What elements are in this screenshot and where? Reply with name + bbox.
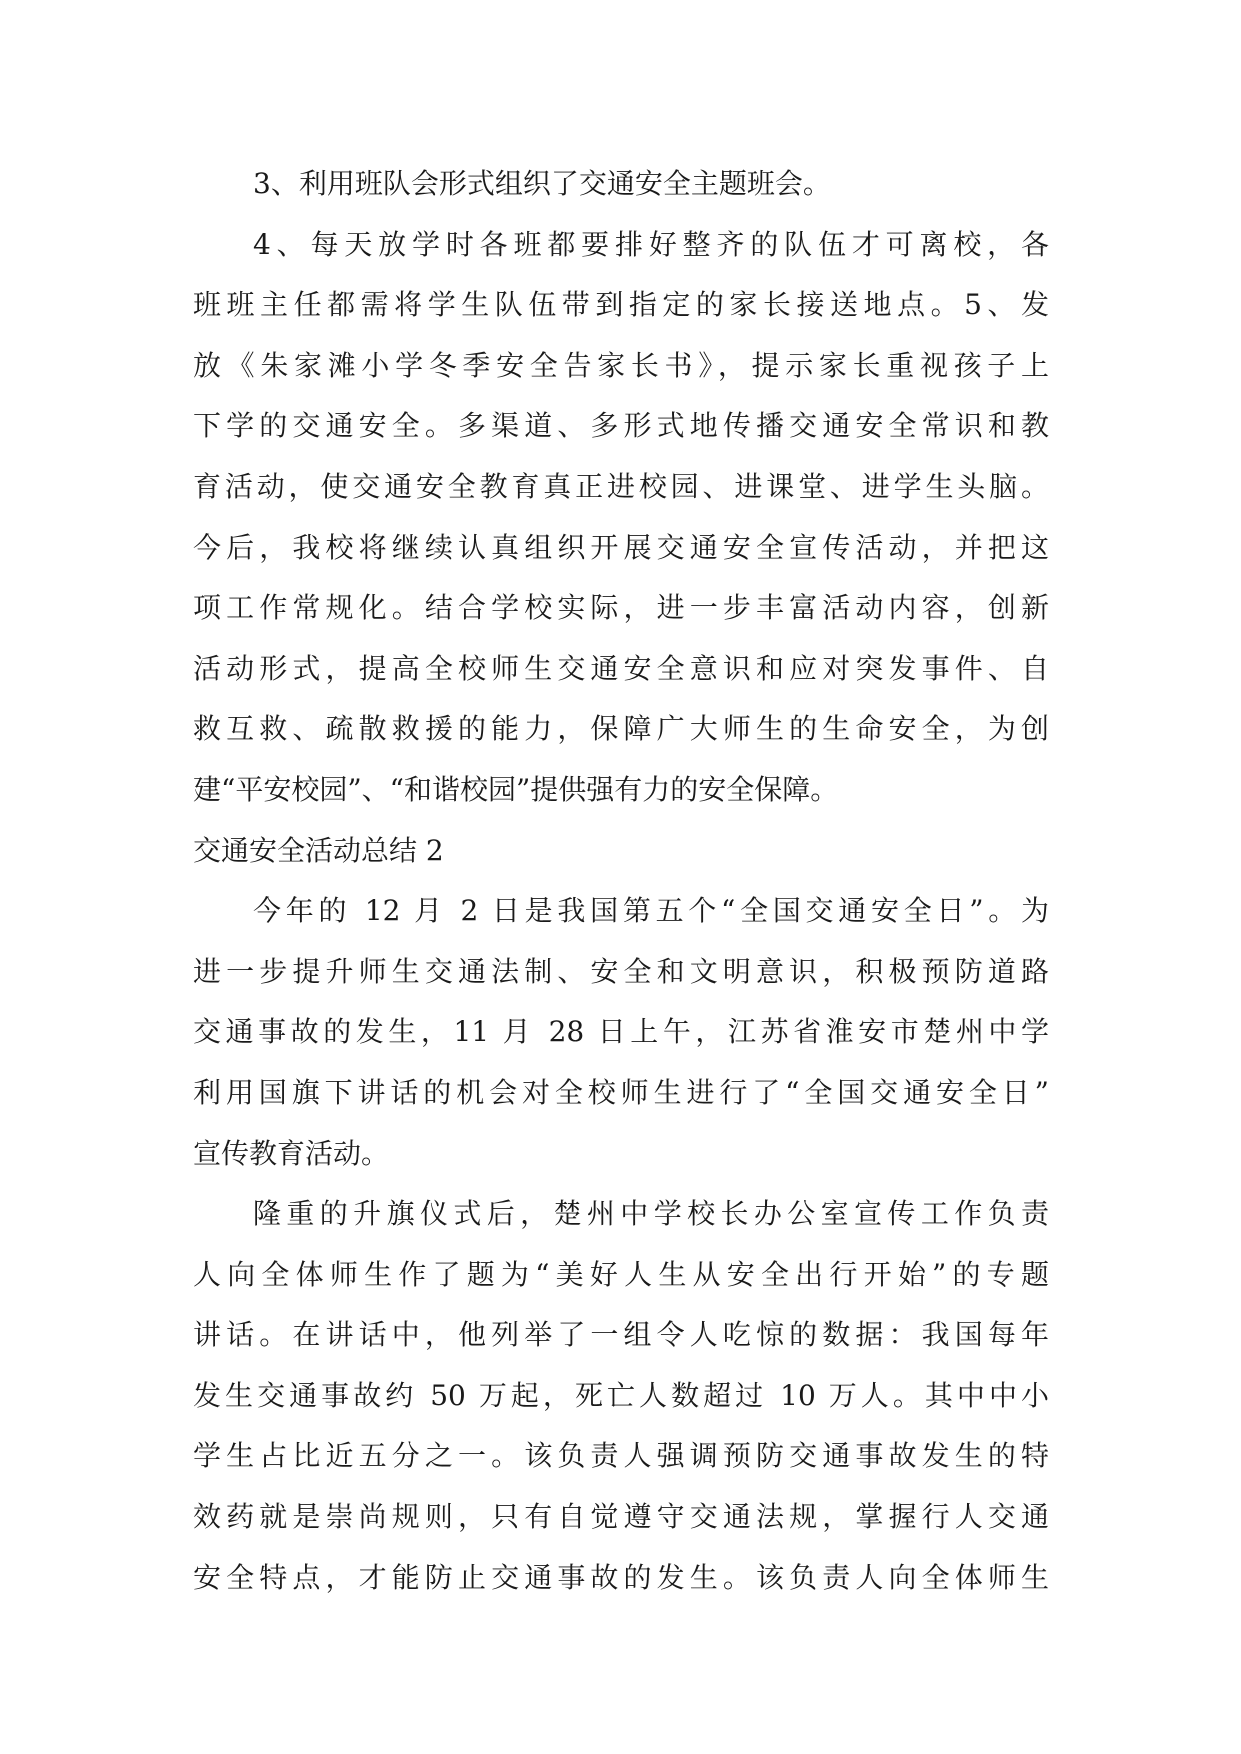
paragraph-line: 交通事故的发生，11 月 28 日上午，江苏省淮安市楚州中学	[193, 1015, 1049, 1049]
paragraph-line: 下学的交通安全。多渠道、多形式地传播交通安全常识和教	[193, 409, 1049, 443]
paragraph-line: 班班主任都需将学生队伍带到指定的家长接送地点。5、发	[193, 288, 1049, 322]
paragraph-line: 4、每天放学时各班都要排好整齐的队伍才可离校，各	[253, 227, 1049, 261]
paragraph-line: 今年的 12 月 2 日是我国第五个“全国交通安全日”。为	[253, 894, 1049, 928]
paragraph-line: 安全特点，才能防止交通事故的发生。该负责人向全体师生	[193, 1560, 1049, 1594]
paragraph-line: 发生交通事故约 50 万起，死亡人数超过 10 万人。其中中小	[193, 1378, 1049, 1412]
paragraph-line: 3、利用班队会形式组织了交通安全主题班会。	[253, 167, 831, 200]
paragraph-line: 隆重的升旗仪式后，楚州中学校长办公室宣传工作负责	[253, 1197, 1049, 1231]
paragraph-line: 宣传教育活动。	[193, 1136, 390, 1170]
paragraph-line: 建“平安校园”、“和谐校园”提供强有力的安全保障。	[193, 772, 839, 806]
paragraph-line: 育活动，使交通安全教育真正进校园、进课堂、进学生头脑。	[193, 469, 1049, 503]
paragraph-line: 人向全体师生作了题为“美好人生从安全出行开始”的专题	[193, 1257, 1049, 1291]
paragraph-line: 今后，我校将继续认真组织开展交通安全宣传活动，并把这	[193, 530, 1049, 564]
paragraph-line: 学生占比近五分之一。该负责人强调预防交通事故发生的特	[193, 1439, 1049, 1473]
paragraph-line: 救互救、疏散救援的能力，保障广大师生的生命安全，为创	[193, 712, 1049, 746]
section-heading: 交通安全活动总结 2	[193, 833, 444, 867]
document-body	[193, 154, 1049, 1608]
paragraph-line: 利用国旗下讲话的机会对全校师生进行了“全国交通安全日”	[193, 1075, 1049, 1109]
paragraph-line: 项工作常规化。结合学校实际，进一步丰富活动内容，创新	[193, 591, 1049, 625]
paragraph-line: 讲话。在讲话中，他列举了一组令人吃惊的数据：我国每年	[193, 1318, 1049, 1352]
paragraph-line: 活动形式，提高全校师生交通安全意识和应对突发事件、自	[193, 651, 1049, 685]
paragraph-line: 放《朱家滩小学冬季安全告家长书》，提示家长重视孩子上	[193, 348, 1049, 382]
paragraph-line: 进一步提升师生交通法制、安全和文明意识，积极预防道路	[193, 954, 1049, 988]
paragraph-line: 效药就是崇尚规则，只有自觉遵守交通法规，掌握行人交通	[193, 1500, 1049, 1534]
